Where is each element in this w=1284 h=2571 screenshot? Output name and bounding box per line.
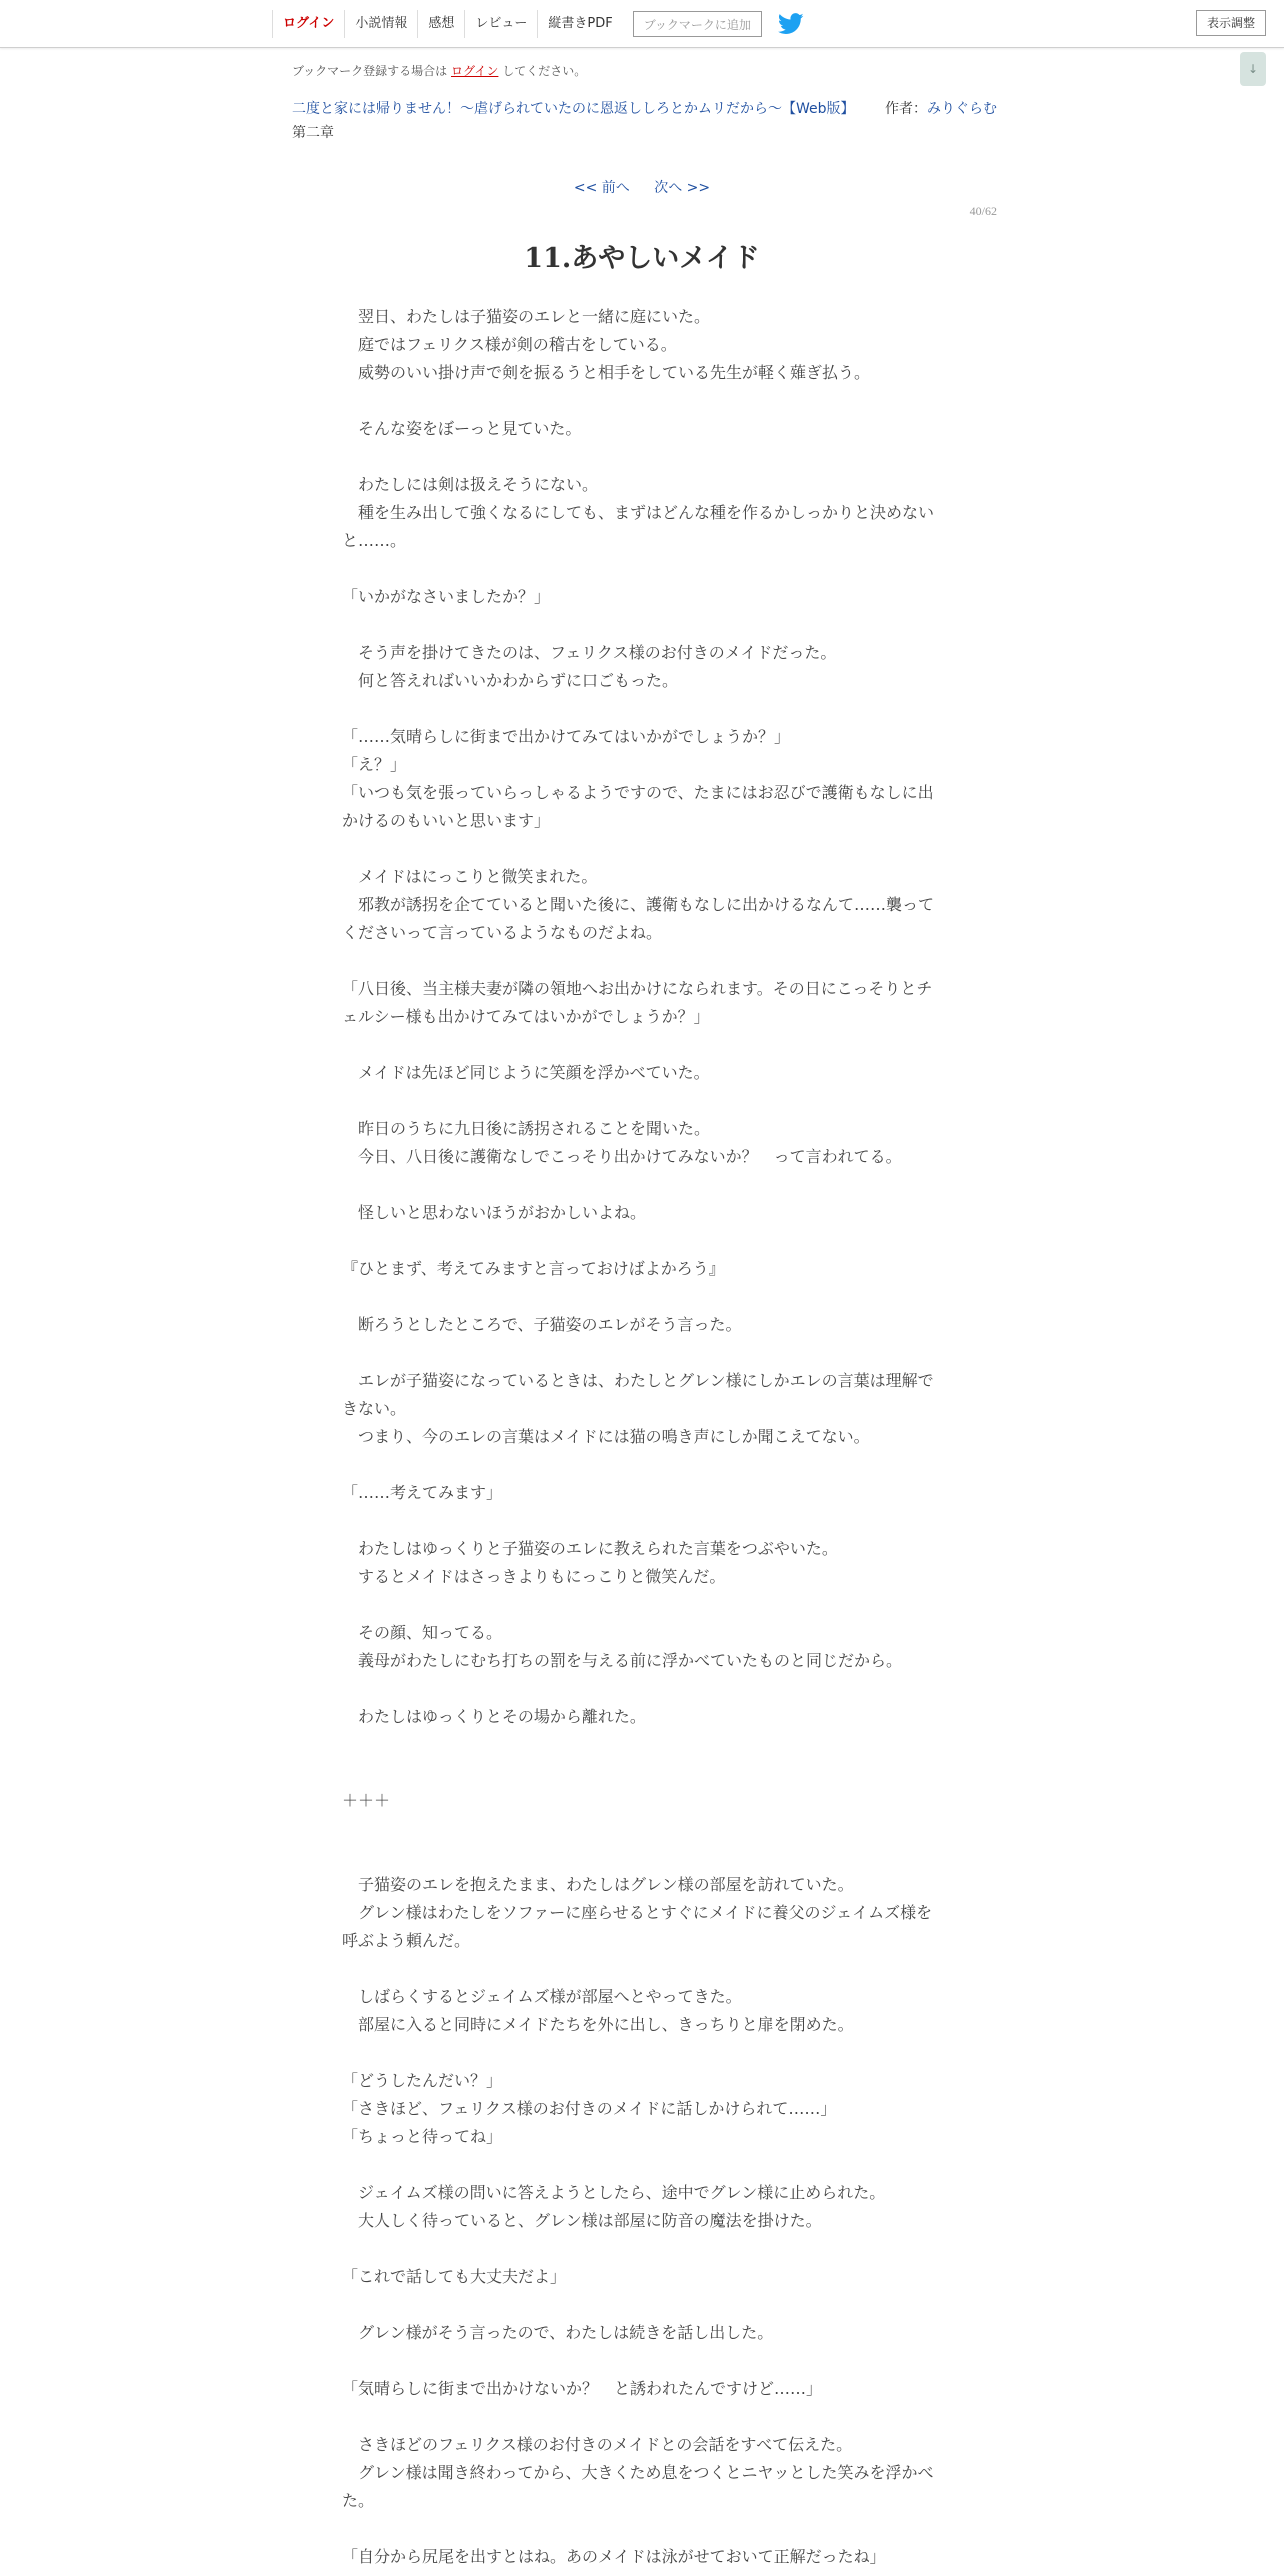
body-line: ＋＋＋ bbox=[342, 1791, 391, 1810]
body-line: グレン様がそう言ったので、わたしは続きを話し出した。 bbox=[342, 2323, 774, 2342]
blank-line bbox=[342, 1227, 942, 1255]
body-line: 今日、八日後に護衛なしでこっそり出かけてみないか？ って言われてる。 bbox=[342, 1147, 902, 1166]
blank-line bbox=[342, 1591, 942, 1619]
display-settings-button[interactable]: 表示調整 bbox=[1196, 10, 1266, 36]
chapter-title: 第二章 bbox=[292, 125, 334, 141]
novel-title-row bbox=[292, 98, 997, 118]
body-line: しばらくするとジェイムズ様が部屋へとやってきた。 bbox=[342, 1987, 742, 2006]
episode-title: 11.あやしいメイド bbox=[524, 243, 760, 274]
nav-list bbox=[272, 10, 804, 38]
blank-line bbox=[342, 2515, 942, 2543]
body-line: グレン様はわたしをソファーに座らせるとすぐにメイドに養父のジェイムズ様を呼ぶよう頼んだ。 bbox=[342, 1903, 933, 1950]
body-line: 『ひとまず、考えてみますと言っておけばよかろう』 bbox=[342, 1259, 725, 1278]
body-line: 怪しいと思わないほうがおかしいよね。 bbox=[342, 1203, 647, 1222]
body-line: わたしはゆっくりと子猫姿のエレに教えられた言葉をつぶやいた。 bbox=[342, 1539, 838, 1558]
blank-line bbox=[342, 2039, 942, 2067]
body-line: わたしには剣は扱えそうにない。 bbox=[342, 475, 599, 494]
body-line: その顔、知ってる。 bbox=[342, 1623, 503, 1642]
body-line: つまり、今のエレの言葉はメイドには猫の鳴き声にしか聞こえてない。 bbox=[342, 1427, 870, 1446]
nav-vertical-pdf-link[interactable]: 縦書きPDF bbox=[537, 10, 622, 38]
novel-title-link[interactable]: 二度と家には帰りません！～虐げられていたのに恩返ししろとかムリだから～【Web版】 bbox=[292, 101, 855, 117]
blank-line bbox=[342, 1843, 942, 1871]
blank-line bbox=[342, 1675, 942, 1703]
body-line: 「……気晴らしに街まで出かけてみてはいかがでしょうか？」 bbox=[342, 727, 791, 746]
twitter-icon[interactable] bbox=[778, 13, 804, 35]
bookmark-notice-before: ブックマーク登録する場合は bbox=[292, 64, 448, 78]
blank-line bbox=[342, 1507, 942, 1535]
body-line: グレン様は聞き終わってから、大きくため息をつくとニヤッとした笑みを浮かべた。 bbox=[342, 2463, 934, 2510]
body-line: 子猫姿のエレを抱えたまま、わたしはグレン様の部屋を訪れていた。 bbox=[342, 1875, 854, 1894]
blank-line bbox=[342, 2151, 942, 2179]
nav-novel-info-link[interactable]: 小説情報 bbox=[344, 10, 417, 38]
body-line: 「いかがなさいましたか？」 bbox=[342, 587, 551, 606]
body-line: さきほどのフェリクス様のお付きのメイドとの会話をすべて伝えた。 bbox=[342, 2435, 853, 2454]
blank-line bbox=[342, 2347, 942, 2375]
body-line: 断ろうとしたところで、子猫姿のエレがそう言った。 bbox=[342, 1315, 742, 1334]
body-line: 「……考えてみます」 bbox=[342, 1483, 503, 1502]
blank-line bbox=[342, 1031, 942, 1059]
body-line: メイドは先ほど同じように笑顔を浮かべていた。 bbox=[342, 1063, 710, 1082]
body-line: 威勢のいい掛け声で剣を振るうと相手をしている先生が軽く薙ぎ払う。 bbox=[342, 363, 871, 382]
next-page-link[interactable]: 次へ >> bbox=[654, 180, 711, 196]
body-line: 「これで話しても大丈夫だよ」 bbox=[342, 2267, 567, 2286]
page-count: 40/62 bbox=[969, 204, 997, 218]
prev-page-link[interactable]: << 前へ bbox=[573, 180, 630, 196]
body-line: 邪教が誘拐を企てていると聞いた後に、護衛もなしに出かけるなんて……襲ってくださいって言っているようなものだよね。 bbox=[342, 895, 935, 942]
blank-line bbox=[342, 1283, 942, 1311]
blank-line bbox=[342, 2403, 942, 2431]
blank-line bbox=[342, 1955, 942, 1983]
bookmark-notice-after: してください。 bbox=[502, 64, 587, 78]
body-line: 部屋に入ると同時にメイドたちを外に出し、きっちりと扉を閉めた。 bbox=[342, 2015, 854, 2034]
blank-line bbox=[342, 1087, 942, 1115]
nav-login-link[interactable]: ログイン bbox=[272, 10, 344, 38]
blank-line bbox=[342, 443, 942, 471]
blank-line bbox=[342, 2235, 942, 2263]
blank-line bbox=[342, 1815, 942, 1843]
scroll-down-button[interactable]: ↓ bbox=[1240, 52, 1266, 86]
body-line: 翌日、わたしは子猫姿のエレと一緒に庭にいた。 bbox=[342, 307, 711, 326]
body-line: 「どうしたんだい？」 bbox=[342, 2071, 503, 2090]
blank-line bbox=[342, 695, 942, 723]
body-line: 「ちょっと待ってね」 bbox=[342, 2127, 503, 2146]
body-line: そう声を掛けてきたのは、フェリクス様のお付きのメイドだった。 bbox=[342, 643, 837, 662]
body-line: 「いつも気を張っていらっしゃるようですので、たまにはお忍びで護衛もなしに出かけるのもいいと思います」 bbox=[342, 783, 934, 830]
body-line: 大人しく待っていると、グレン様は部屋に防音の魔法を掛けた。 bbox=[342, 2211, 822, 2230]
blank-line bbox=[342, 611, 942, 639]
pager bbox=[0, 177, 1284, 197]
body-line: ジェイムズ様の問いに答えようとしたら、途中でグレン様に止められた。 bbox=[342, 2183, 886, 2202]
nav-impressions-link[interactable]: 感想 bbox=[417, 10, 464, 38]
blank-line bbox=[342, 1759, 942, 1787]
body-line: メイドはにっこりと微笑まれた。 bbox=[342, 867, 598, 886]
author-name-link[interactable]: みりぐらむ bbox=[926, 101, 997, 117]
body-line: エレが子猫姿になっているときは、わたしとグレン様にしかエレの言葉は理解できない。 bbox=[342, 1371, 934, 1418]
blank-line bbox=[342, 1171, 942, 1199]
body-line: するとメイドはさっきよりもにっこりと微笑んだ。 bbox=[342, 1567, 726, 1586]
body-line: 庭ではフェリクス様が剣の稽古をしている。 bbox=[342, 335, 677, 354]
body-line: 「八日後、当主様夫妻が隣の領地へお出かけになられます。その日にこっそりとチェルシー様も出かけてみてはいかがでしょうか？」 bbox=[342, 979, 933, 1026]
novel-body-text bbox=[342, 303, 942, 2571]
body-line: 「自分から尻尾を出すとはね。あのメイドは泳がせておいて正解だったね」 bbox=[342, 2547, 886, 2566]
body-line: 何と答えればいいかわからずに口ごもった。 bbox=[342, 671, 679, 690]
blank-line bbox=[342, 835, 942, 863]
nav-review-link[interactable]: レビュー bbox=[464, 10, 537, 38]
body-line: 「え？」 bbox=[342, 755, 407, 774]
blank-line bbox=[342, 555, 942, 583]
body-line: 「さきほど、フェリクス様のお付きのメイドに話しかけられて……」 bbox=[342, 2099, 837, 2118]
blank-line bbox=[342, 1451, 942, 1479]
author-label: 作者： bbox=[884, 101, 927, 117]
body-line: 昨日のうちに九日後に誘拐されることを聞いた。 bbox=[342, 1119, 711, 1138]
blank-line bbox=[342, 1731, 942, 1759]
blank-line bbox=[342, 2291, 942, 2319]
blank-line bbox=[342, 1339, 942, 1367]
blank-line bbox=[342, 947, 942, 975]
body-line: わたしはゆっくりとその場から離れた。 bbox=[342, 1707, 646, 1726]
add-bookmark-button[interactable]: ブックマークに追加 bbox=[633, 11, 762, 37]
body-line: 「気晴らしに街まで出かけないか？ と誘われたんですけど……」 bbox=[342, 2379, 823, 2398]
top-navigation-bar bbox=[0, 0, 1284, 48]
bookmark-login-notice bbox=[292, 62, 586, 79]
body-line: 義母がわたしにむち打ちの罰を与える前に浮かべていたものと同じだから。 bbox=[342, 1651, 903, 1670]
blank-line bbox=[342, 387, 942, 415]
bookmark-notice-login-link[interactable]: ログイン bbox=[451, 64, 499, 78]
body-line: 種を生み出して強くなるにしても、まずはどんな種を作るかしっかりと決めないと……。 bbox=[342, 503, 935, 550]
body-line: そんな姿をぼーっと見ていた。 bbox=[342, 419, 582, 438]
